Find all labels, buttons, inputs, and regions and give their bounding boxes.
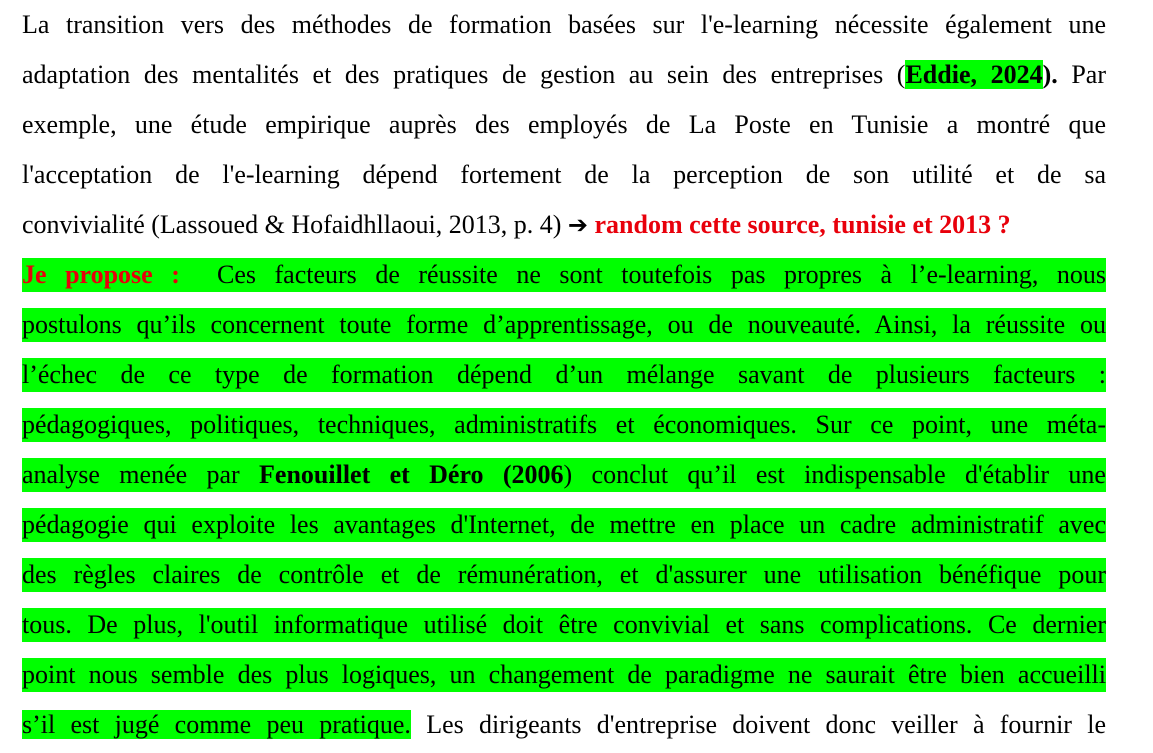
text-line [22, 400, 1106, 450]
text-line [22, 700, 1106, 750]
text-line [22, 650, 1106, 700]
text: l'acceptation de l'e-learning dépend fortement de la perception de son utilité et de sa [22, 160, 1106, 189]
arrow-right-icon: ➔ [567, 211, 588, 239]
text-line [22, 450, 1106, 500]
text-line [22, 100, 1106, 150]
text: tous. De plus, l'outil informatique utilisé doit être convivial et sans complications. Ce dernier [22, 610, 1106, 639]
text: pédagogie qui exploite les avantages d'Internet, de mettre en place un cadre administratif avec [22, 510, 1106, 539]
review-comment: random cette source, tunisie et 2013 ? [588, 210, 1011, 239]
text-line [22, 550, 1106, 600]
text: exemple, une étude empirique auprès des employés de La Poste en Tunisie a montré que [22, 110, 1106, 139]
text: Par [1057, 60, 1106, 89]
proposal-label: Je propose : [22, 260, 180, 289]
text: analyse menée par [22, 460, 260, 489]
text-line [22, 150, 1106, 200]
text: point nous semble des plus logiques, un changement de paradigme ne saurait être bien accueilli [22, 660, 1106, 689]
text-line [22, 0, 1106, 50]
text: adaptation des mentalités et des pratiques de gestion au sein des entreprises ( [22, 60, 906, 89]
citation-eddie: Eddie, 2024 [905, 60, 1043, 89]
text-line [22, 500, 1106, 550]
text: ). [1042, 60, 1058, 89]
text: Ces facteurs de réussite ne sont toutefois pas propres à l’e-learning, nous [179, 260, 1106, 289]
text-line [22, 250, 1106, 300]
text: convivialité (Lassoued & Hofaidhllaoui, 2013, p. 4) [22, 210, 568, 239]
text: ) conclut qu’il est indispensable d'établir une [563, 460, 1106, 489]
text-line [22, 200, 1106, 250]
citation-fenouillet: Fenouillet et Déro (2006 [259, 460, 564, 489]
text: des règles claires de contrôle et de rémunération, et d'assurer une utilisation bénéfique pour [22, 560, 1106, 589]
text-line [22, 350, 1106, 400]
highlighted-text: s’il est jugé comme peu pratique. [22, 710, 411, 739]
text-line [22, 300, 1106, 350]
text: La transition vers des méthodes de formation basées sur l'e-learning nécessite également une [22, 10, 1106, 39]
text-line [22, 600, 1106, 650]
text: l’échec de ce type de formation dépend d’un mélange savant de plusieurs facteurs : [22, 360, 1106, 389]
text: pédagogiques, politiques, techniques, administratifs et économiques. Sur ce point, une méta- [22, 410, 1106, 439]
text: Les dirigeants d'entreprise doivent donc veiller à fournir le [410, 710, 1106, 739]
text-line [22, 50, 1106, 100]
text: postulons qu’ils concernent toute forme d’apprentissage, ou de nouveauté. Ainsi, la réussite ou [22, 310, 1106, 339]
